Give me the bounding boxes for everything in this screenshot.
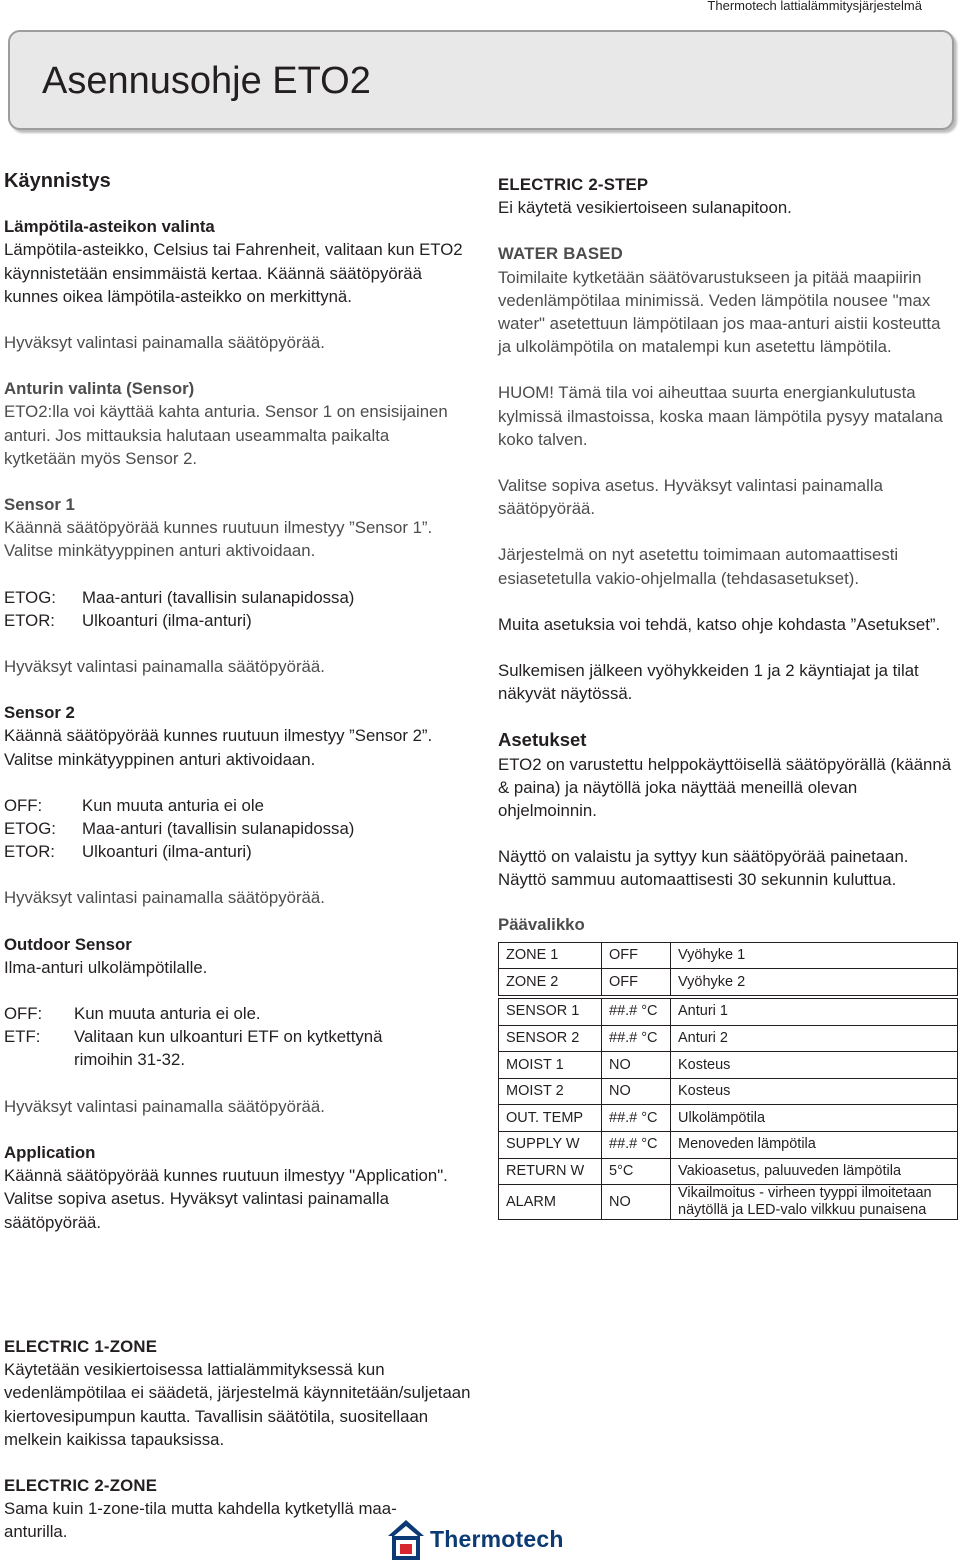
sensor1-options — [4, 586, 464, 632]
right-column — [498, 173, 958, 1220]
confirm-text: Hyväksyt valintasi painamalla säätöpyörää. — [4, 1096, 325, 1116]
menu-item-name: SUPPLY W — [499, 1132, 602, 1159]
option-value: Kun muuta anturia ei ole — [82, 795, 264, 815]
page-title: Asennusohje ETO2 — [42, 60, 371, 102]
option-key: ETOG: — [4, 819, 56, 839]
menu-item-description: Vyöhyke 2 — [671, 969, 958, 997]
option-key: ETOG: — [4, 587, 56, 607]
outdoor-options — [4, 1002, 464, 1072]
sensor-block — [4, 377, 464, 470]
settings-block — [498, 728, 958, 822]
sensor2-options — [4, 794, 464, 864]
electric2-heading: ELECTRIC 2-ZONE — [4, 1476, 158, 1496]
step-text: Ei käytetä vesikiertoiseen sulanapitoon. — [498, 198, 792, 218]
menu-row — [499, 1025, 958, 1052]
option-row — [4, 586, 464, 609]
scale-block — [4, 215, 464, 308]
option-key: ETF: — [4, 1027, 41, 1047]
water-block — [498, 242, 958, 358]
menu-item-description: Vyöhyke 1 — [671, 942, 958, 969]
option-row — [4, 1025, 464, 1071]
brand-line: Thermotech lattialämmitysjärjestelmä — [707, 0, 922, 13]
sensor-heading: Anturin valinta (Sensor) — [4, 379, 195, 399]
option-row — [4, 840, 464, 863]
menu-row — [499, 969, 958, 997]
after-text: Sulkemisen jälkeen vyöhykkeiden 1 ja 2 käyntiajat ja tilat näkyvät näytössä. — [498, 661, 919, 704]
water-heading: WATER BASED — [498, 244, 623, 264]
option-row — [4, 1002, 464, 1025]
option-value: Ulkoanturi (ilma-anturi) — [82, 610, 252, 630]
huom-text: HUOM! Tämä tila voi aiheuttaa suurta energiankulutusta kylmissä ilmastoissa, koska maan lämpötila pysyy matalana koko talven. — [498, 383, 943, 449]
sensor2-heading: Sensor 2 — [4, 703, 75, 723]
menu-item-description: Kosteus — [671, 1052, 958, 1079]
application-text: Käännä säätöpyörää kunnes ruutuun ilmestyy "Application". Valitse sopiva asetus. Hyväksyt valintasi painamalla säätöpyörää. — [4, 1166, 448, 1232]
option-value: Ulkoanturi (ilma-anturi) — [82, 842, 252, 862]
menu-item-value: NO — [602, 1185, 671, 1220]
sensor1-heading: Sensor 1 — [4, 495, 75, 515]
menu-item-name: MOIST 1 — [499, 1052, 602, 1079]
main-menu-table — [498, 942, 958, 1220]
menu-item-value: ##.# °C — [602, 1105, 671, 1132]
option-value: Valitaan kun ulkoanturi ETF on kytkettynä rimoihin 31-32. — [74, 1027, 383, 1070]
option-key: ETOR: — [4, 610, 55, 630]
menu-item-description: Vakioasetus, paluuveden lämpötila — [671, 1158, 958, 1185]
display-text: Näyttö on valaistu ja syttyy kun säätöpyörää painetaan. Näyttö sammuu automaattisesti 30 sekunnin kuluttua. — [498, 847, 909, 890]
step-block — [498, 173, 958, 219]
logo-text: Thermotech — [430, 1525, 564, 1552]
menu-item-value: ##.# °C — [602, 1025, 671, 1052]
electric2-text: Sama kuin 1-zone-tila mutta kahdella kytketyllä maa-anturilla. — [4, 1499, 397, 1542]
sensor1-block — [4, 493, 464, 563]
confirm-text: Hyväksyt valintasi painamalla säätöpyörää. — [4, 333, 325, 353]
menu-item-description: Anturi 1 — [671, 997, 958, 1025]
menu-item-description: Menoveden lämpötila — [671, 1132, 958, 1159]
menu-item-name: ZONE 2 — [499, 969, 602, 997]
settings-heading: Asetukset — [498, 729, 587, 751]
menu-item-value: NO — [602, 1052, 671, 1079]
menu-row — [499, 1158, 958, 1185]
left-column — [4, 170, 464, 1257]
ready-text: Järjestelmä on nyt asetettu toimimaan automaattisesti esiasetetulla vakio-ohjelmalla (tehdasasetukset). — [498, 545, 899, 588]
title-box — [8, 30, 954, 130]
menu-row — [499, 1052, 958, 1079]
option-row — [4, 609, 464, 632]
menu-row — [499, 1078, 958, 1105]
menu-item-name: OUT. TEMP — [499, 1105, 602, 1132]
electric1-text: Käytetään vesikiertoisessa lattialämmityksessä kun vedenlämpötilaa ei säädetä, järjestelmä käynnitetään/suljetaan kiertovesipumpun kautta. Tavallisin säätötila, suositellaan melkein kaikissa tapauksissa. — [4, 1360, 471, 1449]
settings-text: ETO2 on varustettu helppokäyttöisellä säätöpyörällä (käännä & paina) ja näytöllä joka näyttää meneillä olevan ohjelmoinnin. — [498, 754, 952, 821]
sensor-text: ETO2:lla voi käyttää kahta anturia. Sensor 1 on ensisijainen anturi. Jos mittauksia halutaan useammalta paikalta kytketään myös Sensor 2. — [4, 402, 448, 468]
more-text: Muita asetuksia voi tehdä, katso ohje kohdasta ”Asetukset”. — [498, 614, 941, 634]
option-value: Kun muuta anturia ei ole. — [74, 1004, 261, 1024]
menu-row — [499, 1132, 958, 1159]
menu-item-value: 5°C — [602, 1158, 671, 1185]
scale-text: Lämpötila-asteikko, Celsius tai Fahrenheit, valitaan kun ETO2 käynnistetään ensimmäistä kertaa. Käännä säätöpyörää kunnes oikea lämpötila-asteikko on merkittynä. — [4, 240, 463, 306]
menu-item-value: OFF — [602, 942, 671, 969]
menu-row — [499, 1185, 958, 1220]
menu-heading: Päävalikko — [498, 914, 585, 934]
menu-item-value: ##.# °C — [602, 997, 671, 1025]
option-row — [4, 794, 464, 817]
outdoor-heading: Outdoor Sensor — [4, 934, 132, 954]
option-value: Maa-anturi (tavallisin sulanapidossa) — [82, 587, 355, 607]
menu-item-name: SENSOR 1 — [499, 997, 602, 1025]
menu-item-name: SENSOR 2 — [499, 1025, 602, 1052]
step-heading: ELECTRIC 2-STEP — [498, 175, 649, 194]
option-key: OFF: — [4, 795, 43, 815]
thermotech-logo — [386, 1518, 564, 1560]
logo-mark-icon — [386, 1518, 426, 1560]
menu-item-description: Ulkolämpötila — [671, 1105, 958, 1132]
option-key: OFF: — [4, 1004, 43, 1024]
menu-item-name: MOIST 2 — [499, 1078, 602, 1105]
application-block — [4, 1141, 464, 1234]
menu-row — [499, 997, 958, 1025]
menu-item-description: Anturi 2 — [671, 1025, 958, 1052]
scale-heading: Lämpötila-asteikon valinta — [4, 217, 215, 237]
water-text: Toimilaite kytketään säätövarustukseen ja pitää maapiirin vedenlämpötilaa minimissä. Veden lämpötila nousee "max water" asetettuun lämpötilaan jos maa-anturi aistii kosteutta ja ulkolämpötila on matalempi kun asetettu lämpötila. — [498, 267, 941, 357]
menu-row — [499, 942, 958, 969]
menu-row — [499, 1105, 958, 1132]
outdoor-block — [4, 933, 464, 979]
menu-body — [499, 942, 958, 1219]
menu-item-name: ZONE 1 — [499, 942, 602, 969]
menu-item-name: ALARM — [499, 1185, 602, 1220]
option-row — [4, 817, 464, 840]
electric1-block — [4, 1335, 474, 1451]
menu-item-value: ##.# °C — [602, 1132, 671, 1159]
menu-item-value: OFF — [602, 969, 671, 997]
choose-text: Valitse sopiva asetus. Hyväksyt valintasi painamalla säätöpyörää. — [498, 476, 883, 519]
option-value: Maa-anturi (tavallisin sulanapidossa) — [82, 819, 355, 839]
application-heading: Application — [4, 1142, 96, 1162]
menu-item-description: Kosteus — [671, 1078, 958, 1105]
option-key: ETOR: — [4, 842, 55, 862]
menu-item-description: Vikailmoitus - virheen tyyppi ilmoitetaan näytöllä ja LED-valo vilkkuu punaisena — [671, 1185, 958, 1220]
electric1-heading: ELECTRIC 1-ZONE — [4, 1337, 158, 1356]
confirm-text: Hyväksyt valintasi painamalla säätöpyörää. — [4, 888, 325, 908]
outdoor-text: Ilma-anturi ulkolämpötilalle. — [4, 957, 208, 977]
sensor2-block — [4, 701, 464, 771]
section-title: Käynnistys — [4, 170, 111, 192]
menu-item-value: NO — [602, 1078, 671, 1105]
sensor1-text: Käännä säätöpyörää kunnes ruutuun ilmestyy ”Sensor 1”. Valitse minkätyyppinen anturi aktivoidaan. — [4, 518, 433, 561]
menu-item-name: RETURN W — [499, 1158, 602, 1185]
confirm-text: Hyväksyt valintasi painamalla säätöpyörää. — [4, 657, 325, 677]
sensor2-text: Käännä säätöpyörää kunnes ruutuun ilmestyy ”Sensor 2”. Valitse minkätyyppinen anturi aktivoidaan. — [4, 726, 433, 769]
